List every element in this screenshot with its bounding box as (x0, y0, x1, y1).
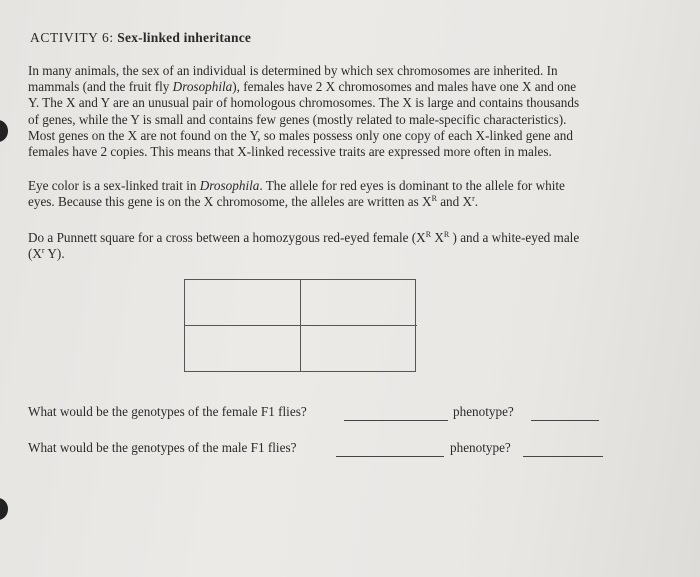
drosophila-term: Drosophila (199, 178, 260, 193)
instruction-line-2-start: (X (28, 246, 42, 262)
eye-line-1-end: . The allele for red eyes is dominant to the allele for white (259, 178, 565, 193)
intro-line-2-end: ), females have 2 X chromosomes and males have one X and one (232, 79, 577, 95)
female-genotype-question: What would be the genotypes of the female F1 flies? (28, 404, 307, 419)
male-phenotype-label: phenotype? (450, 440, 511, 455)
male-allele-sup: r (41, 246, 45, 256)
male-genotype-question: What would be the genotypes of the male F1 flies? (28, 440, 297, 455)
female-allele-2-sup: R (443, 230, 450, 239)
eye-line-2-period: . (474, 194, 479, 210)
instruction-line-1-start: Do a Punnett square for a cross between a homozygous red-eyed female (X (28, 230, 426, 245)
punnett-cell-top-left[interactable] (185, 280, 301, 326)
female-allele-1-sup: R (425, 230, 432, 239)
activity-number: ACTIVITY 6: (30, 30, 114, 45)
intro-line-1: In many animals, the sex of an individual is determined by which sex chromosomes are inherited. In (28, 63, 558, 78)
intro-line-4: of genes, while the Y is small and contains few genes (mostly related to male-specific characteristics). (28, 111, 567, 127)
binder-hole-lower (0, 498, 8, 520)
female-phenotype-label: phenotype? (453, 404, 514, 419)
punnett-square (184, 279, 416, 372)
instruction-line-2 (28, 246, 668, 262)
eye-line-1-start: Eye color is a sex-linked trait in (28, 178, 200, 193)
activity-title (30, 30, 251, 46)
intro-line-3: Y. The X and Y are an unusual pair of homologous chromosomes. The X is large and contains thousands (28, 95, 580, 111)
punnett-cell-bottom-left[interactable] (185, 326, 301, 372)
instruction-line-1-end: ) and a white-eyed male (449, 230, 580, 245)
allele-sup-dominant: R (431, 194, 437, 204)
intro-line-6: females have 2 copies. This means that X-linked recessive traits are expressed more often in males. (28, 144, 552, 160)
female-genotype-answer-line[interactable] (344, 420, 448, 421)
allele-sup-recessive: r (472, 194, 475, 204)
instruction-line-1-mid: X (431, 230, 444, 245)
drosophila-term: Drosophila (172, 79, 233, 95)
instruction-line-1 (28, 230, 668, 246)
male-genotype-answer-line[interactable] (336, 456, 444, 457)
eye-line-2-start: eyes. Because this gene is on the X chromosome, the alleles are written as X (28, 194, 432, 210)
intro-line-2 (28, 79, 668, 95)
eye-color-paragraph (28, 178, 668, 210)
punnett-cell-top-right[interactable] (301, 280, 417, 326)
female-phenotype-answer-line[interactable] (531, 420, 599, 421)
male-phenotype-answer-line[interactable] (523, 456, 603, 457)
intro-paragraph (28, 63, 668, 160)
punnett-cell-bottom-right[interactable] (301, 326, 417, 372)
eye-line-1 (28, 178, 668, 194)
intro-line-5: Most genes on the X are not found on the Y, so males possess only one copy of each X-linked gene and (28, 127, 573, 143)
binder-hole-upper (0, 120, 8, 142)
intro-line-2-start: mammals (and the fruit fly (28, 79, 173, 95)
activity-topic: Sex-linked inheritance (117, 30, 252, 45)
eye-line-2 (28, 194, 668, 210)
instruction-line-2-end: Y). (44, 246, 65, 262)
eye-line-2-and: and X (436, 194, 473, 210)
punnett-instruction (28, 230, 668, 262)
